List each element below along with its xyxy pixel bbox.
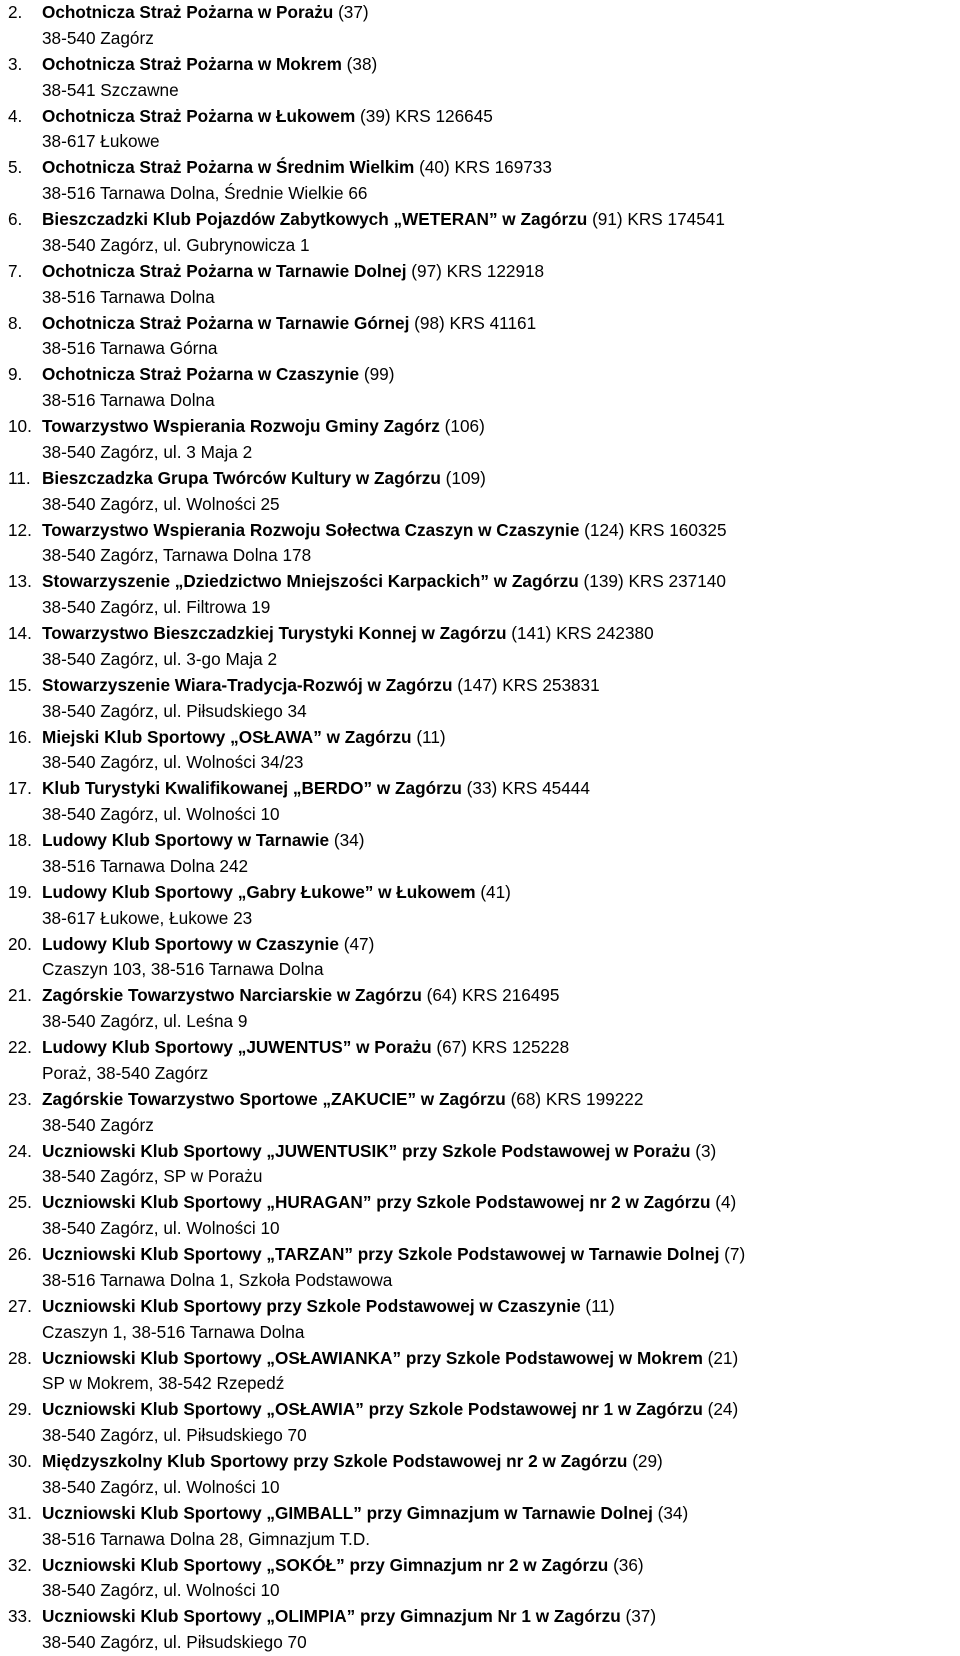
item-title-line <box>42 1346 738 1372</box>
organization-name: Uczniowski Klub Sportowy „TARZAN” przy Szkole Podstawowej w Tarnawie Dolnej <box>42 1244 720 1264</box>
list-item <box>8 1604 953 1656</box>
item-title-line <box>42 466 486 492</box>
item-number: 16. <box>8 726 32 747</box>
list-item <box>8 725 953 777</box>
item-number: 11. <box>8 467 31 488</box>
item-number: 21. <box>8 985 32 1006</box>
item-title-line <box>42 569 726 595</box>
item-number: 20. <box>8 933 32 954</box>
organization-address: Czaszyn 1, 38-516 Tarnawa Dolna <box>42 1321 305 1342</box>
organization-name: Stowarzyszenie Wiara-Tradycja-Rozwój w Zagórzu <box>42 674 453 695</box>
organization-address: 38-540 Zagórz, ul. Wolności 10 <box>42 804 280 825</box>
registry-reference: (99) <box>359 364 395 385</box>
registry-reference: (47) <box>339 933 375 954</box>
registry-reference: (11) <box>411 726 446 747</box>
organization-name: Ludowy Klub Sportowy „Gabry Łukowe” w Łukowem <box>42 881 476 902</box>
organization-name: Uczniowski Klub Sportowy „OLIMPIA” przy Gimnazjum Nr 1 w Zagórzu <box>42 1606 621 1627</box>
item-number: 5. <box>8 157 23 178</box>
organization-address: 38-540 Zagórz, ul. Wolności 10 <box>42 1580 280 1601</box>
organization-address: 38-540 Zagórz, ul. Filtrowa 19 <box>42 597 271 618</box>
item-title-line <box>42 880 511 906</box>
organization-address: Czaszyn 103, 38-516 Tarnawa Dolna <box>42 959 324 980</box>
item-title-line <box>42 776 590 802</box>
item-title-line <box>42 207 725 233</box>
organization-name: Ochotnicza Straż Pożarna w Tarnawie Dolnej <box>42 260 407 281</box>
item-number: 7. <box>8 260 23 281</box>
item-title-line <box>42 1501 688 1527</box>
registry-reference: (98) KRS 41161 <box>409 312 537 333</box>
item-number: 29. <box>8 1399 32 1420</box>
registry-reference: (64) KRS 216495 <box>421 985 560 1006</box>
item-number: 18. <box>8 830 32 850</box>
registry-reference: (34) <box>329 830 365 850</box>
registry-reference: (37) <box>620 1606 657 1627</box>
organization-address: 38-516 Tarnawa Dolna <box>42 390 215 411</box>
organization-name: Uczniowski Klub Sportowy „JUWENTUSIK” przy Szkole Podstawowej w Porażu <box>42 1140 691 1161</box>
organization-address: 38-540 Zagórz, Tarnawa Dolna 178 <box>42 545 312 566</box>
item-number: 31. <box>8 1502 32 1523</box>
organization-address: 38-540 Zagórz, ul. Wolności 10 <box>42 1218 280 1239</box>
list-item <box>8 932 953 984</box>
list-item <box>8 155 953 207</box>
item-number: 28. <box>8 1347 32 1368</box>
item-number: 2. <box>8 2 23 22</box>
organization-address: 38-540 Zagórz, ul. Piłsudskiego 34 <box>42 700 307 721</box>
organization-address: 38-617 Łukowe, Łukowe 23 <box>42 907 253 928</box>
list-item <box>8 311 953 363</box>
list-item <box>8 1035 953 1087</box>
registry-reference: (38) <box>341 53 378 74</box>
organization-address: 38-516 Tarnawa Dolna 28, Gimnazjum T.D. <box>42 1528 371 1549</box>
list-item <box>8 1346 953 1398</box>
organization-name: Ludowy Klub Sportowy w Tarnawie <box>42 830 330 850</box>
organization-address: 38-540 Zagórz, ul. Wolności 25 <box>42 493 280 514</box>
organization-name: Ludowy Klub Sportowy „JUWENTUS” w Porażu <box>42 1037 432 1057</box>
list-item <box>8 880 953 932</box>
item-number: 15. <box>8 674 32 695</box>
organization-address: 38-540 Zagórz <box>42 27 154 48</box>
list-item <box>8 1397 953 1449</box>
organization-name: Uczniowski Klub Sportowy „HURAGAN” przy Szkole Podstawowej nr 2 w Zagórzu <box>42 1192 711 1213</box>
registry-reference: (7) <box>719 1244 746 1264</box>
list-item <box>8 1139 953 1191</box>
list-item <box>8 569 953 621</box>
organization-address: 38-516 Tarnawa Dolna, Średnie Wielkie 66 <box>42 183 368 204</box>
item-title-line <box>42 1190 736 1216</box>
item-number: 3. <box>8 53 23 74</box>
list-item <box>8 621 953 673</box>
registry-reference: (34) <box>652 1502 689 1523</box>
list-item <box>8 518 953 570</box>
organization-address: 38-516 Tarnawa Dolna 1, Szkoła Podstawowa <box>42 1269 393 1290</box>
registry-reference: (36) <box>608 1554 644 1575</box>
item-title-line <box>42 259 544 285</box>
registry-reference: (68) KRS 199222 <box>505 1088 644 1109</box>
item-title-line <box>42 932 374 958</box>
list-item <box>8 207 953 259</box>
item-number: 23. <box>8 1088 32 1109</box>
registry-reference: (91) KRS 174541 <box>587 209 725 229</box>
item-title-line <box>42 1604 656 1630</box>
organization-name: Uczniowski Klub Sportowy „GIMBALL” przy Gimnazjum w Tarnawie Dolnej <box>42 1502 653 1523</box>
organization-name: Ludowy Klub Sportowy w Czaszynie <box>42 933 339 954</box>
item-number: 24. <box>8 1140 32 1161</box>
item-number: 6. <box>8 209 23 229</box>
registry-reference: (109) <box>440 467 486 488</box>
organization-address: 38-540 Zagórz, ul. Gubrynowicza 1 <box>42 234 310 255</box>
registry-reference: (24) <box>702 1399 739 1420</box>
item-title-line <box>42 673 600 699</box>
registry-reference: (33) KRS 45444 <box>461 778 590 799</box>
list-item <box>8 776 953 828</box>
organization-name: Uczniowski Klub Sportowy „OSŁAWIA” przy Szkole Podstawowej nr 1 w Zagórzu <box>42 1399 703 1420</box>
organization-name: Ochotnicza Straż Pożarna w Porażu <box>42 2 334 22</box>
item-title-line <box>42 725 446 751</box>
registry-reference: (4) <box>710 1192 737 1213</box>
organization-address: 38-540 Zagórz, ul. 3 Maja 2 <box>42 441 253 462</box>
registry-reference: (41) <box>475 881 511 902</box>
organization-name: Zagórskie Towarzystwo Sportowe „ZAKUCIE” w Zagórzu <box>42 1088 506 1109</box>
list-item <box>8 983 953 1035</box>
organization-name: Miejski Klub Sportowy „OSŁAWA” w Zagórzu <box>42 726 412 747</box>
list-item <box>8 1190 953 1242</box>
item-number: 22. <box>8 1037 32 1057</box>
list-item <box>8 466 953 518</box>
registry-reference: (67) KRS 125228 <box>431 1037 570 1057</box>
organization-address: 38-540 Zagórz, SP w Porażu <box>42 1166 263 1187</box>
registry-reference: (106) <box>439 416 485 436</box>
item-title-line <box>42 104 493 130</box>
organization-address: 38-540 Zagórz, ul. Wolności 10 <box>42 1476 280 1497</box>
registry-reference: (97) KRS 122918 <box>406 260 545 281</box>
list-item <box>8 52 953 104</box>
item-number: 13. <box>8 571 32 592</box>
list-item <box>8 1501 953 1553</box>
item-title-line <box>42 155 552 181</box>
organization-address: 38-540 Zagórz, ul. Leśna 9 <box>42 1011 248 1032</box>
registry-reference: (147) KRS 253831 <box>452 674 600 695</box>
item-number: 26. <box>8 1244 32 1264</box>
registry-reference: (39) KRS 126645 <box>355 105 493 126</box>
organization-address: Poraż, 38-540 Zagórz <box>42 1062 209 1083</box>
list-item <box>8 104 953 156</box>
list-item <box>8 1087 953 1139</box>
organization-address: 38-516 Tarnawa Dolna 242 <box>42 855 249 876</box>
organization-name: Ochotnicza Straż Pożarna w Mokrem <box>42 53 342 74</box>
organization-name: Uczniowski Klub Sportowy „OSŁAWIANKA” przy Szkole Podstawowej w Mokrem <box>42 1347 703 1368</box>
organization-name: Towarzystwo Wspierania Rozwoju Gminy Zagórz <box>42 416 440 436</box>
item-number: 12. <box>8 519 32 540</box>
organization-name: Klub Turystyki Kwalifikowanej „BERDO” w Zagórzu <box>42 778 462 799</box>
list-item <box>8 362 953 414</box>
item-number: 30. <box>8 1451 32 1471</box>
organization-name: Towarzystwo Bieszczadzkiej Turystyki Konnej w Zagórzu <box>42 623 507 643</box>
item-title-line <box>42 1087 643 1113</box>
list-item <box>8 673 953 725</box>
item-title-line <box>42 1449 663 1475</box>
registry-reference: (3) <box>690 1140 717 1161</box>
organization-address: SP w Mokrem, 38-542 Rzepedź <box>42 1373 285 1394</box>
organization-address: 38-540 Zagórz, ul. 3-go Maja 2 <box>42 648 278 669</box>
organization-name: Zagórskie Towarzystwo Narciarskie w Zagórzu <box>42 985 422 1006</box>
organization-address: 38-540 Zagórz, ul. Piłsudskiego 70 <box>42 1425 307 1446</box>
item-title-line <box>42 983 559 1009</box>
item-number: 25. <box>8 1192 32 1213</box>
item-number: 32. <box>8 1554 32 1575</box>
item-number: 27. <box>8 1295 32 1316</box>
list-item <box>8 414 953 466</box>
registry-reference: (139) KRS 237140 <box>578 571 726 592</box>
item-number: 19. <box>8 881 32 902</box>
organization-name: Bieszczadzki Klub Pojazdów Zabytkowych „WETERAN” w Zagórzu <box>42 209 588 229</box>
organization-address: 38-617 Łukowe <box>42 131 160 152</box>
list-item <box>8 0 953 52</box>
organization-address: 38-516 Tarnawa Górna <box>42 338 218 359</box>
organization-name: Towarzystwo Wspierania Rozwoju Sołectwa Czaszyn w Czaszynie <box>42 519 580 540</box>
registry-reference: (37) <box>333 2 369 22</box>
item-title-line <box>42 414 485 440</box>
list-item <box>8 1449 953 1501</box>
organization-name: Bieszczadzka Grupa Twórców Kultury w Zagórzu <box>42 467 441 488</box>
item-number: 4. <box>8 105 23 126</box>
organization-name: Ochotnicza Straż Pożarna w Łukowem <box>42 105 356 126</box>
registry-reference: (21) <box>702 1347 739 1368</box>
item-title-line <box>42 1397 738 1423</box>
organization-address: 38-516 Tarnawa Dolna <box>42 286 215 307</box>
list-item <box>8 1294 953 1346</box>
item-title-line <box>42 362 394 388</box>
registry-reference: (29) <box>627 1451 663 1471</box>
registry-reference: (40) KRS 169733 <box>414 157 552 178</box>
organization-name: Międzyszkolny Klub Sportowy przy Szkole Podstawowej nr 2 w Zagórzu <box>42 1451 628 1471</box>
item-title-line <box>42 1553 644 1579</box>
organization-name: Ochotnicza Straż Pożarna w Średnim Wielkim <box>42 157 415 178</box>
item-title-line <box>42 828 364 854</box>
item-title-line <box>42 518 727 544</box>
registry-reference: (124) KRS 160325 <box>579 519 727 540</box>
organization-name: Ochotnicza Straż Pożarna w Tarnawie Górnej <box>42 312 410 333</box>
organization-name: Uczniowski Klub Sportowy „SOKÓŁ” przy Gimnazjum nr 2 w Zagórzu <box>42 1554 609 1575</box>
item-title-line <box>42 0 369 26</box>
list-item <box>8 1553 953 1605</box>
item-title-line <box>42 1139 716 1165</box>
organization-address: 38-540 Zagórz, ul. Piłsudskiego 70 <box>42 1632 307 1653</box>
item-number: 8. <box>8 312 23 333</box>
registry-reference: (141) KRS 242380 <box>506 623 654 643</box>
organization-address: 38-540 Zagórz <box>42 1114 154 1135</box>
item-title-line <box>42 1035 569 1061</box>
organization-name: Stowarzyszenie „Dziedzictwo Mniejszości Karpackich” w Zagórzu <box>42 571 579 592</box>
item-title-line <box>42 621 654 647</box>
item-number: 33. <box>8 1606 32 1627</box>
list-item <box>8 828 953 880</box>
organization-address: 38-540 Zagórz, ul. Wolności 34/23 <box>42 752 304 773</box>
registry-reference: (11) <box>580 1295 615 1316</box>
item-number: 9. <box>8 364 23 385</box>
item-title-line <box>42 1242 745 1268</box>
organization-address: 38-541 Szczawne <box>42 79 179 100</box>
item-number: 17. <box>8 778 32 799</box>
organization-name: Uczniowski Klub Sportowy przy Szkole Podstawowej w Czaszynie <box>42 1295 581 1316</box>
organization-list <box>8 0 953 1656</box>
item-title-line <box>42 1294 615 1320</box>
organization-name: Ochotnicza Straż Pożarna w Czaszynie <box>42 364 360 385</box>
list-item <box>8 259 953 311</box>
list-item <box>8 1242 953 1294</box>
item-number: 10. <box>8 416 32 436</box>
item-number: 14. <box>8 623 32 643</box>
item-title-line <box>42 52 377 78</box>
item-title-line <box>42 311 536 337</box>
